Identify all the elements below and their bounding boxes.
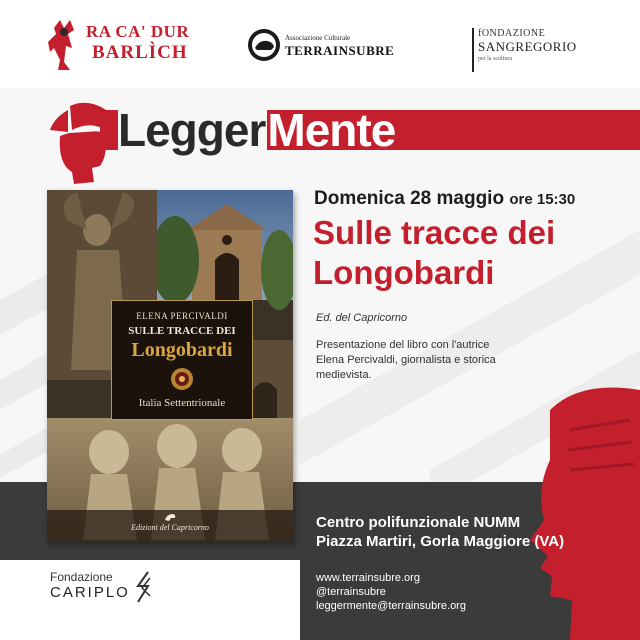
event-time: ore 15:30: [509, 191, 576, 208]
event-title-line2: Longobardi: [313, 254, 495, 291]
boar-seal-icon: [247, 28, 281, 62]
email-link[interactable]: leggermente@terrainsubre.org: [316, 600, 466, 612]
ra-ca-dur-barlich-logo: [46, 18, 196, 72]
social-handle[interactable]: @terrainsubre: [316, 586, 386, 598]
jester-icon: [46, 18, 82, 72]
fondazione-cariplo-logo: [50, 570, 170, 610]
event-description-line3: medievista.: [316, 369, 372, 381]
book-cover-image: [47, 190, 293, 542]
event-description-line2: Elena Percivaldi, giornalista e storica: [316, 354, 496, 366]
website-link[interactable]: www.terrainsubre.org: [316, 572, 420, 584]
book-author: ELENA PERCIVALDI: [136, 311, 228, 321]
event-date-text: Domenica 28 maggio: [314, 188, 505, 209]
venue-address: Piazza Martiri, Gorla Maggiore (VA): [316, 533, 565, 550]
partner3-name: SANGREGORIO: [478, 39, 577, 54]
book-title-line2: Longobardi: [131, 339, 233, 361]
book-publisher: Edizioni del Capricorno: [131, 523, 209, 532]
sangregorio-divider: [472, 28, 474, 72]
book-head-icon: [40, 92, 120, 192]
book-title-line1: SULLE TRACCE DEI: [128, 325, 236, 337]
partner3-tagline: per la scultura: [478, 56, 512, 62]
terrainsubre-logo: [247, 28, 397, 68]
red-profile-head-icon: [510, 380, 640, 640]
sponsor-label: Fondazione: [50, 570, 113, 584]
partner3-label: fONDAZIONE: [478, 28, 546, 39]
capricorno-goat-icon: [163, 512, 177, 522]
partner2-label: Associazione Culturale: [285, 34, 351, 42]
event-title-line1: Sulle tracce dei: [313, 214, 556, 251]
wordmark-part2: Mente: [267, 104, 396, 156]
wordmark-part1: Legger: [118, 104, 266, 156]
partner1-name-line2: BARLÌCH: [92, 42, 188, 63]
book-subtitle: Italia Settentrionale: [138, 397, 226, 409]
leggermente-wordmark: [118, 104, 395, 156]
partner2-name: TERRAINSUBRE: [285, 43, 395, 58]
cariplo-mark-icon: [132, 570, 154, 604]
partner1-name-line1: RA CA' DUR: [86, 22, 190, 41]
event-date: [314, 188, 575, 210]
fondazione-sangregorio-logo: [472, 28, 612, 72]
sponsor-name: CARIPLO: [50, 584, 130, 601]
event-description-line1: Presentazione del libro con l'autrice: [316, 339, 490, 351]
event-publisher: Ed. del Capricorno: [316, 312, 408, 324]
book-title-panel: [111, 300, 253, 420]
venue-name: Centro polifunzionale NUMM: [316, 514, 521, 531]
book-medallion-icon: [170, 367, 194, 391]
